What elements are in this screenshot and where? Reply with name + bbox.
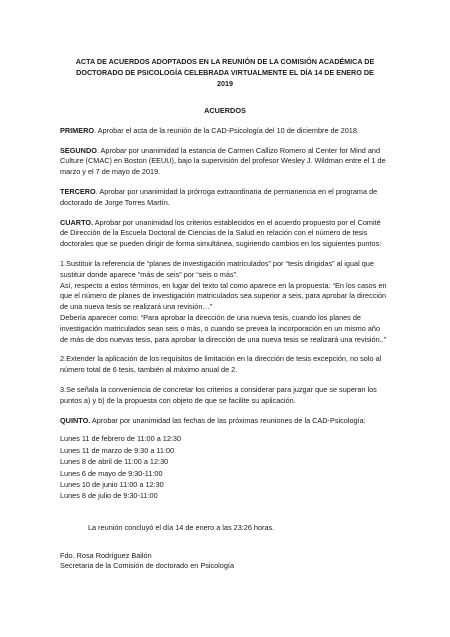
agreement-label: PRIMERO [60,125,95,135]
schedule-item: Lunes 8 de julio de 9:30-11:00 [60,491,158,501]
agreement-text: . Aprobar por unanimidad la estancia de Carmen Callizo Romero al Center for Mind and Culture (CMAC) en Boston (EEUU), bajo la supervisión del profesor Wesley J. Wildman entre el 1 de marzo y el 7 de mayo de 2019. [60,145,386,177]
document-title: ACTA DE ACUERDOS ADOPTADOS EN LA REUNIÓN DE LA COMISIÓN ACADÉMICA DE DOCTORADO DE PSICOLOGÍA CELEBRADA VIRTUALMENTE EL DÍA 14 DE ENERO DE 2019 [75,57,375,88]
cuarto-point-1: 1.Sustituir la referencia de “planes de investigación matriculados” por “tesis dirigidas” al igual que sustituir donde aparece “más de seis” por “seis o más”. [60,258,374,279]
cuarto-point-2: 2.Extender la aplicación de los requisitos de limitación en la dirección de tesis excepción, no solo al número total de 6 tesis, también al máximo anual de 2. [60,354,382,375]
agreement-tercero [60,187,390,209]
schedule-item: Lunes 6 de mayo de 9:30-11:00 [60,468,163,478]
agreement-label: SEGUNDO [60,145,97,155]
signature-name: Fdo. Rosa Rodríguez Bailón [60,550,152,560]
agreement-text: Aprobar por unanimidad las fechas de las próximas reuniones de la CAD-Psicología: [90,415,366,425]
cuarto-point-1-revision: Debería aparecer como: “Para aprobar la dirección de una nueva tesis, cuando los planes de investigación matriculados sean seis o más, o cuando se prevea la incorporación en un mismo año de más de dos nuevas tesis, para aprobar la dirección de una nueva tesis se realizará una revisión..” [60,312,387,344]
section-heading: ACUERDOS [204,106,246,115]
meeting-schedule [60,433,390,501]
cuarto-point-3: 3.Se señala la conveniencia de concretar los criterios a considerar para juzgar que se superan los puntos a) y b) de la propuesta con objeto de que se facilite su aplicación. [60,384,377,405]
schedule-item: Lunes 11 de marzo de 9:30 a 11:00 [60,445,175,455]
agreement-text: . Aprobar por unanimidad la prórroga extraordinaria de permanencia en el programa de doctorado de Jorge Torres Martín. [60,186,378,207]
closing-statement: La reunión concluyó el día 14 de enero a las 23:26 horas. [88,522,275,532]
schedule-item: Lunes 10 de junio 11:00 a 12:30 [60,479,164,489]
agreement-segundo [60,146,390,178]
schedule-item: Lunes 11 de febrero de 11:00 a 12:30 [60,434,182,444]
agreement-quinto [60,416,390,427]
agreement-label: TERCERO [60,186,96,196]
signature-role: Secretaria de la Comisión de doctorado en Psicología [60,561,235,571]
agreement-label: QUINTO. [60,415,91,425]
schedule-item: Lunes 8 de abril de 11:00 a 12:30 [60,457,169,467]
cuarto-point-1-context: Así, respecto a estos términos, en lugar del texto tal como aparece en la propuesta: “En los casos en que el número de planes de investigación matriculados sea superior a seis, para aprobar la dirección de una nueva tesis se realizará una revisión…” [60,280,387,312]
signature-block [60,551,390,573]
agreement-label: CUARTO. [60,217,94,227]
agreement-primero [60,126,390,137]
agreement-cuarto [60,218,390,250]
agreement-text: Aprobar por unanimidad los criterios establecidos en el acuerdo propuesto por el Comité de Dirección de la Escuela Doctoral de Ciencias de la Salud en relación con el número de tesis doctorales que se pueden dirigir de forma simultánea, sugiriendo cambios en los siguientes puntos: [60,217,382,249]
agreement-text: . Aprobar el acta de la reunión de la CAD-Psicología del 10 de diciembre de 2018. [94,125,359,135]
